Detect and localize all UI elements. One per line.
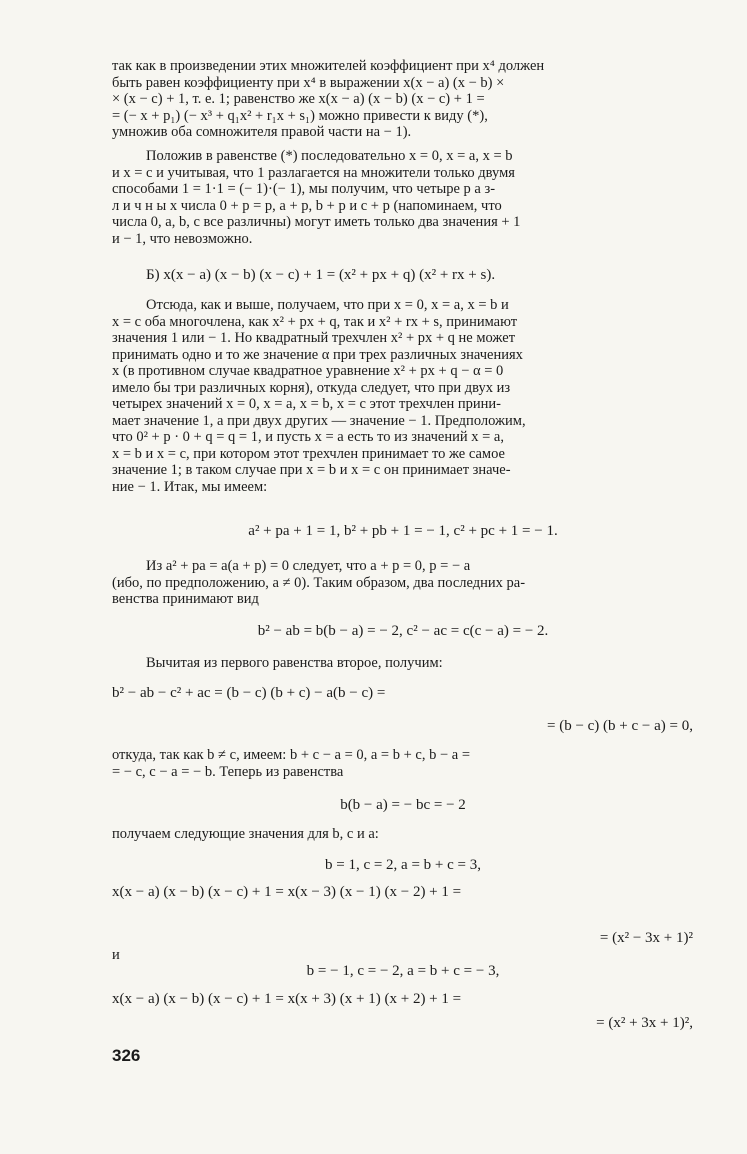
text-line: Вычитая из первого равенства второе, получим: [146,655,443,671]
text-line: (ибо, по предположению, a ≠ 0). Таким образом, два последних ра- [112,574,526,591]
text-line: и − 1, что невозможно. [112,230,253,247]
text-line: л и ч н ы х числа 0 + p = p, a + p, b + p и c + p (напоминаем, что [112,197,502,214]
text-line: Из a² + pa = a(a + p) = 0 следует, что a + p = 0, p = − a [146,558,471,574]
text-line: получаем следующие значения для b, c и a: [112,826,379,842]
text-line: способами 1 = 1·1 = (− 1)·(− 1), мы получим, что четыре р а з- [112,181,496,197]
text-line: и x = c и учитывая, что 1 разлагается на множители только двумя [112,164,515,181]
page-number: 326 [112,1046,141,1065]
text-line: умножив оба сомножителя правой части на − 1). [112,124,412,140]
text-line: × (x − c) + 1, т. е. 1; равенство же x(x − a) (x − b) (x − c) + 1 = [112,91,485,107]
text-line: значение 1; в таком случае при x = b и x = c он принимает значе- [112,462,511,478]
text-line: x (в противном случае квадратное уравнение x² + px + q − α = 0 [112,363,504,379]
text-line: Положив в равенстве (*) последовательно x = 0, x = a, x = b [146,148,513,164]
equation-product-2-line-1: x(x − a) (x − b) (x − c) + 1 = x(x + 3) (x + 1) (x + 2) + 1 = [112,991,462,1007]
paragraph-7 [112,826,694,843]
text-line: значения 1 или − 1. Но квадратный трехчлен x² + px + q не может [112,330,516,346]
equation-product-2-line-2: = (x² + 3x + 1)², [596,1015,693,1031]
equation-product-1-line-1: x(x − a) (x − b) (x − c) + 1 = x(x − 3) (x − 1) (x − 2) + 1 = [112,884,462,900]
text-line: так как в произведении этих множителей коэффициент при x⁴ должен [112,58,545,74]
text-line: имело бы три различных корня), откуда следует, что при двух из [112,379,511,396]
paragraph-2 [112,148,694,247]
text-line: четырех значений x = 0, x = a, x = b, x = c этот трехчлен прини- [112,396,502,412]
paragraph-4 [112,558,694,608]
text-line: x = c оба многочлена, как x² + px + q, так и x² + rx + s, принимают [112,313,518,330]
paragraph-1 [112,58,694,141]
text-line: x = b и x = c, при котором этот трехчлен принимает то же самое [112,445,505,462]
text-line: Отсюда, как и выше, получаем, что при x = 0, x = a, x = b и [146,297,509,313]
text-line: принимать одно и то же значение α при трех различных значениях [112,346,523,363]
equation-two: b² − ab = b(b − a) = − 2, c² − ac = c(c − a) = − 2. [257,623,549,639]
equation-b-b-minus-a: b(b − a) = − bc = − 2 [340,797,466,813]
equation-subtract-line-1: b² − ab − c² + ac = (b − c) (b + c) − a(b − c) = [112,685,386,701]
text-line: мает значение 1, а при двух других — значение − 1. Предположим, [112,412,526,429]
text-line: = (− x + p₁) (− x³ + q₁x² + r₁x + s₁) можно привести к виду (*), [112,107,488,124]
text-line: = − c, c − a = − b. Теперь из равенства [112,763,344,780]
equation-values-1: b = 1, c = 2, a = b + c = 3, [324,857,482,873]
text-line: числа 0, a, b, c все различны) могут иметь только два значения + 1 [112,214,521,230]
text-line: венства принимают вид [112,591,259,607]
equation-values-2: b = − 1, c = − 2, a = b + c = − 3, [306,963,500,979]
equation-abc: a² + pa + 1 = 1, b² + pb + 1 = − 1, c² + pc + 1 = − 1. [248,523,558,539]
equation-subtract-line-2: = (b − c) (b + c − a) = 0, [546,718,693,734]
text-line: ние − 1. Итак, мы имеем: [112,478,268,495]
equation-b: Б) x(x − a) (x − b) (x − c) + 1 = (x² + px + q) (x² + rx + s). [146,267,496,283]
text-line: откуда, так как b ≠ c, имеем: b + c − a = 0, a = b + c, b − a = [112,747,471,763]
equation-product-1-line-2: = (x² − 3x + 1)² [599,930,693,946]
text-line: что 0² + p · 0 + q = q = 1, и пусть x = a есть то из значений x = a, [112,429,504,445]
paragraph-3 [112,297,694,495]
conjunction: и [112,947,120,963]
paragraph-5 [112,655,694,672]
text-line: быть равен коэффициенту при x⁴ в выражении x(x − a) (x − b) × [112,74,505,91]
paragraph-6 [112,747,694,780]
